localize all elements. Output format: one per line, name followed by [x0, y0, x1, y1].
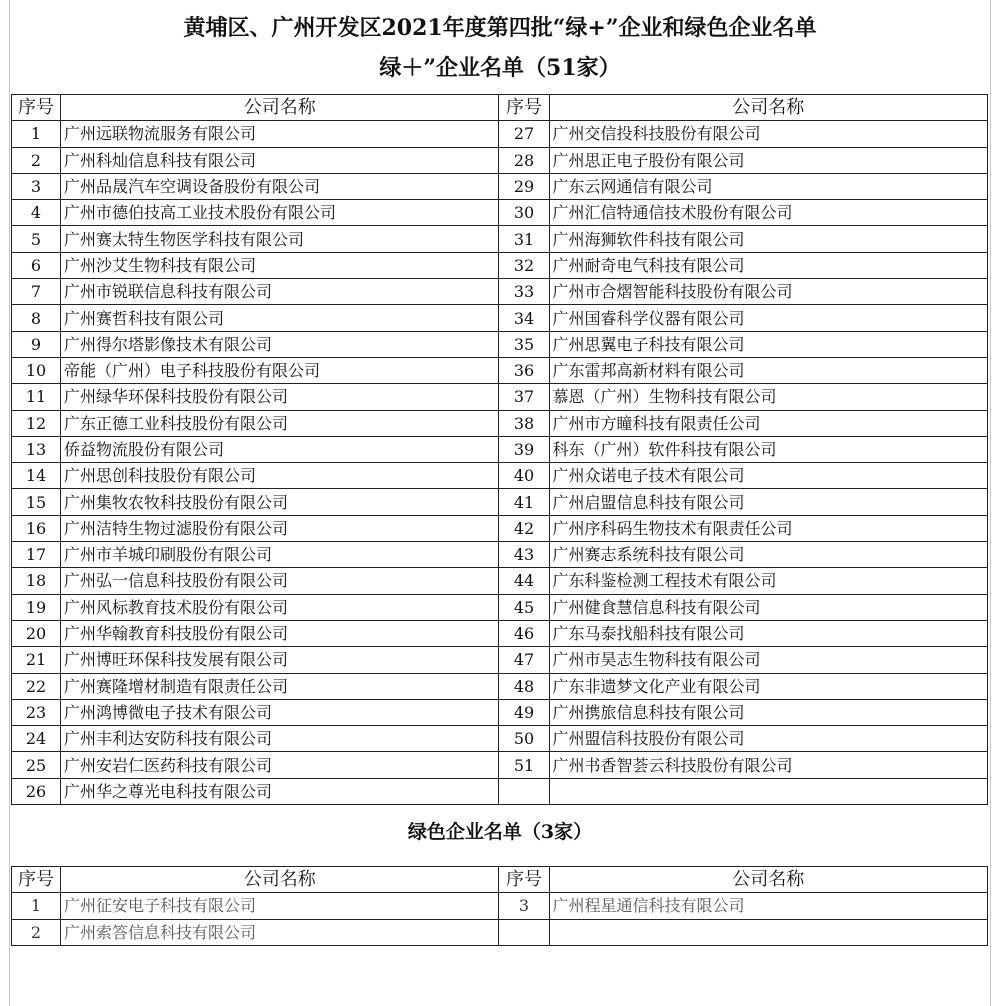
- row-number-cell: 39: [499, 436, 549, 462]
- row-number-cell: 9: [12, 331, 61, 357]
- company-name-cell: 广州赛哲科技有限公司: [61, 305, 499, 331]
- row-number-cell: 26: [12, 778, 61, 804]
- company-name-cell: 广州市合熠智能科技股份有限公司: [549, 279, 987, 305]
- row-number-cell: 22: [12, 673, 61, 699]
- company-name-cell: 广州弘一信息科技股份有限公司: [61, 568, 499, 594]
- header-row: [12, 867, 988, 893]
- table-row: [12, 436, 988, 462]
- row-number-cell: 51: [499, 752, 549, 778]
- table-row: [12, 778, 988, 804]
- row-number-cell: 48: [499, 673, 549, 699]
- company-name-cell: 广州市羊城印刷股份有限公司: [61, 542, 499, 568]
- row-number-cell: 3: [499, 893, 549, 919]
- row-number-cell: 49: [499, 699, 549, 725]
- company-name-cell: 科东（广州）软件科技有限公司: [549, 436, 987, 462]
- row-number-cell: 50: [499, 726, 549, 752]
- row-number-cell: 47: [499, 647, 549, 673]
- row-number-cell: 41: [499, 489, 549, 515]
- company-name-cell: 帝能（广州）电子科技股份有限公司: [61, 357, 499, 383]
- row-number-cell: 38: [499, 410, 549, 436]
- table-row: [12, 410, 988, 436]
- row-number-cell: 4: [12, 200, 61, 226]
- company-name-cell: 广州耐奇电气科技有限公司: [549, 252, 987, 278]
- table-row: [12, 357, 988, 383]
- row-number-cell: 29: [499, 173, 549, 199]
- company-name-cell: 广州赛志系统科技有限公司: [549, 542, 987, 568]
- row-number-cell: 36: [499, 357, 549, 383]
- company-name-cell: [549, 778, 987, 804]
- company-name-cell: [549, 919, 987, 945]
- table-row: [12, 919, 988, 945]
- row-number-cell: 27: [499, 121, 549, 147]
- company-name-cell: 广州程星通信科技有限公司: [549, 893, 987, 919]
- company-name-cell: 侨益物流股份有限公司: [61, 436, 499, 462]
- company-name-cell: 广州海狮软件科技有限公司: [549, 226, 987, 252]
- company-name-cell: 广州索答信息科技有限公司: [61, 919, 499, 945]
- column-header-name: 公司名称: [549, 867, 987, 893]
- row-number-cell: 10: [12, 357, 61, 383]
- company-name-cell: 广州赛隆增材制造有限责任公司: [61, 673, 499, 699]
- column-header-name: 公司名称: [61, 867, 499, 893]
- company-name-cell: 广州市德伯技高工业技术股份有限公司: [61, 200, 499, 226]
- table-row: [12, 726, 988, 752]
- row-number-cell: 46: [499, 620, 549, 646]
- company-name-cell: 广东马泰找船科技有限公司: [549, 620, 987, 646]
- company-name-cell: 广州汇信特通信技术股份有限公司: [549, 200, 987, 226]
- company-name-cell: 广州华翰教育科技股份有限公司: [61, 620, 499, 646]
- table-row: [12, 305, 988, 331]
- table-row: [12, 893, 988, 919]
- company-name-cell: 广州赛太特生物医学科技有限公司: [61, 226, 499, 252]
- company-name-cell: 广州市方瞳科技有限责任公司: [549, 410, 987, 436]
- row-number-cell: 18: [12, 568, 61, 594]
- company-name-cell: 广州绿华环保科技股份有限公司: [61, 384, 499, 410]
- company-name-cell: 广州启盟信息科技有限公司: [549, 489, 987, 515]
- table-row: [12, 699, 988, 725]
- table-row: [12, 252, 988, 278]
- row-number-cell: 11: [12, 384, 61, 410]
- table-row: [12, 147, 988, 173]
- table-row: [12, 200, 988, 226]
- company-name-cell: 广州华之尊光电科技有限公司: [61, 778, 499, 804]
- row-number-cell: 23: [12, 699, 61, 725]
- column-header-no: 序号: [499, 95, 549, 121]
- company-name-cell: 广州得尔塔影像技术有限公司: [61, 331, 499, 357]
- table-row: [12, 647, 988, 673]
- company-name-cell: 广州品晟汽车空调设备股份有限公司: [61, 173, 499, 199]
- table-row: [12, 489, 988, 515]
- row-number-cell: 40: [499, 463, 549, 489]
- company-name-cell: 广东非遗梦文化产业有限公司: [549, 673, 987, 699]
- company-name-cell: 广州科灿信息科技有限公司: [61, 147, 499, 173]
- row-number-cell: 1: [12, 893, 61, 919]
- row-number-cell: 3: [12, 173, 61, 199]
- row-number-cell: 7: [12, 279, 61, 305]
- document-title: 黄埔区、广州开发区2021年度第四批“绿+”企业和绿色企业名单: [183, 15, 817, 41]
- company-name-cell: 广州市锐联信息科技有限公司: [61, 279, 499, 305]
- company-name-cell: 广州思翼电子科技有限公司: [549, 331, 987, 357]
- row-number-cell: 13: [12, 436, 61, 462]
- row-number-cell: 37: [499, 384, 549, 410]
- company-name-cell: 广州鸿博微电子技术有限公司: [61, 699, 499, 725]
- row-number-cell: 12: [12, 410, 61, 436]
- table-row: [12, 121, 988, 147]
- company-name-cell: 广州思创科技股份有限公司: [61, 463, 499, 489]
- row-number-cell: 45: [499, 594, 549, 620]
- table-row: [12, 673, 988, 699]
- row-number-cell: [499, 919, 549, 945]
- row-number-cell: [499, 778, 549, 804]
- row-number-cell: 2: [12, 919, 61, 945]
- column-header-no: 序号: [12, 95, 61, 121]
- row-number-cell: 32: [499, 252, 549, 278]
- row-number-cell: 20: [12, 620, 61, 646]
- company-name-cell: 广东雷邦高新材料有限公司: [549, 357, 987, 383]
- table-row: [12, 384, 988, 410]
- company-name-cell: 广州丰利达安防科技有限公司: [61, 726, 499, 752]
- company-name-cell: 广州序科码生物技术有限责任公司: [549, 515, 987, 541]
- column-header-name: 公司名称: [61, 95, 499, 121]
- table-row: [12, 515, 988, 541]
- table-row: [12, 463, 988, 489]
- row-number-cell: 15: [12, 489, 61, 515]
- company-name-cell: 广州征安电子科技有限公司: [61, 893, 499, 919]
- table-row: [12, 173, 988, 199]
- company-name-cell: 广州集牧农牧科技股份有限公司: [61, 489, 499, 515]
- company-name-cell: 广东科鉴检测工程技术有限公司: [549, 568, 987, 594]
- table-row: [12, 542, 988, 568]
- company-name-cell: 广州远联物流服务有限公司: [61, 121, 499, 147]
- row-number-cell: 34: [499, 305, 549, 331]
- green-table: [11, 866, 988, 946]
- row-number-cell: 25: [12, 752, 61, 778]
- table-row: [12, 620, 988, 646]
- row-number-cell: 8: [12, 305, 61, 331]
- table-row: [12, 752, 988, 778]
- row-number-cell: 33: [499, 279, 549, 305]
- row-number-cell: 2: [12, 147, 61, 173]
- table-row: [12, 226, 988, 252]
- company-name-cell: 广州思正电子股份有限公司: [549, 147, 987, 173]
- company-name-cell: 慕恩（广州）生物科技有限公司: [549, 384, 987, 410]
- column-header-no: 序号: [499, 867, 549, 893]
- company-name-cell: 广州携旅信息科技有限公司: [549, 699, 987, 725]
- company-name-cell: 广州盟信科技股份有限公司: [549, 726, 987, 752]
- row-number-cell: 17: [12, 542, 61, 568]
- row-number-cell: 19: [12, 594, 61, 620]
- column-header-no: 序号: [12, 867, 61, 893]
- company-name-cell: 广州洁特生物过滤股份有限公司: [61, 515, 499, 541]
- header-row: [12, 95, 988, 121]
- company-name-cell: 广州书香智荟云科技股份有限公司: [549, 752, 987, 778]
- company-name-cell: 广州众诺电子技术有限公司: [549, 463, 987, 489]
- row-number-cell: 42: [499, 515, 549, 541]
- company-name-cell: 广州健食慧信息科技有限公司: [549, 594, 987, 620]
- company-name-cell: 广东正德工业科技股份有限公司: [61, 410, 499, 436]
- row-number-cell: 24: [12, 726, 61, 752]
- company-name-cell: 广州安岩仁医药科技有限公司: [61, 752, 499, 778]
- row-number-cell: 14: [12, 463, 61, 489]
- section-title-green-plus: 绿＋”企业名单（51家）: [379, 55, 621, 81]
- row-number-cell: 6: [12, 252, 61, 278]
- row-number-cell: 31: [499, 226, 549, 252]
- row-number-cell: 44: [499, 568, 549, 594]
- company-name-cell: 广州国睿科学仪器有限公司: [549, 305, 987, 331]
- column-header-name: 公司名称: [549, 95, 987, 121]
- company-name-cell: 广州沙艾生物科技有限公司: [61, 252, 499, 278]
- row-number-cell: 16: [12, 515, 61, 541]
- company-name-cell: 广州博旺环保科技发展有限公司: [61, 647, 499, 673]
- row-number-cell: 1: [12, 121, 61, 147]
- table-row: [12, 594, 988, 620]
- company-name-cell: 广州风标教育技术股份有限公司: [61, 594, 499, 620]
- row-number-cell: 28: [499, 147, 549, 173]
- company-name-cell: 广州市昊志生物科技有限公司: [549, 647, 987, 673]
- company-name-cell: 广东云网通信有限公司: [549, 173, 987, 199]
- row-number-cell: 43: [499, 542, 549, 568]
- green-plus-table: [11, 94, 988, 805]
- table-row: [12, 568, 988, 594]
- section-title-green: 绿色企业名单（3家）: [407, 821, 593, 843]
- table-row: [12, 279, 988, 305]
- table-row: [12, 331, 988, 357]
- company-name-cell: 广州交信投科技股份有限公司: [549, 121, 987, 147]
- row-number-cell: 35: [499, 331, 549, 357]
- row-number-cell: 21: [12, 647, 61, 673]
- row-number-cell: 5: [12, 226, 61, 252]
- row-number-cell: 30: [499, 200, 549, 226]
